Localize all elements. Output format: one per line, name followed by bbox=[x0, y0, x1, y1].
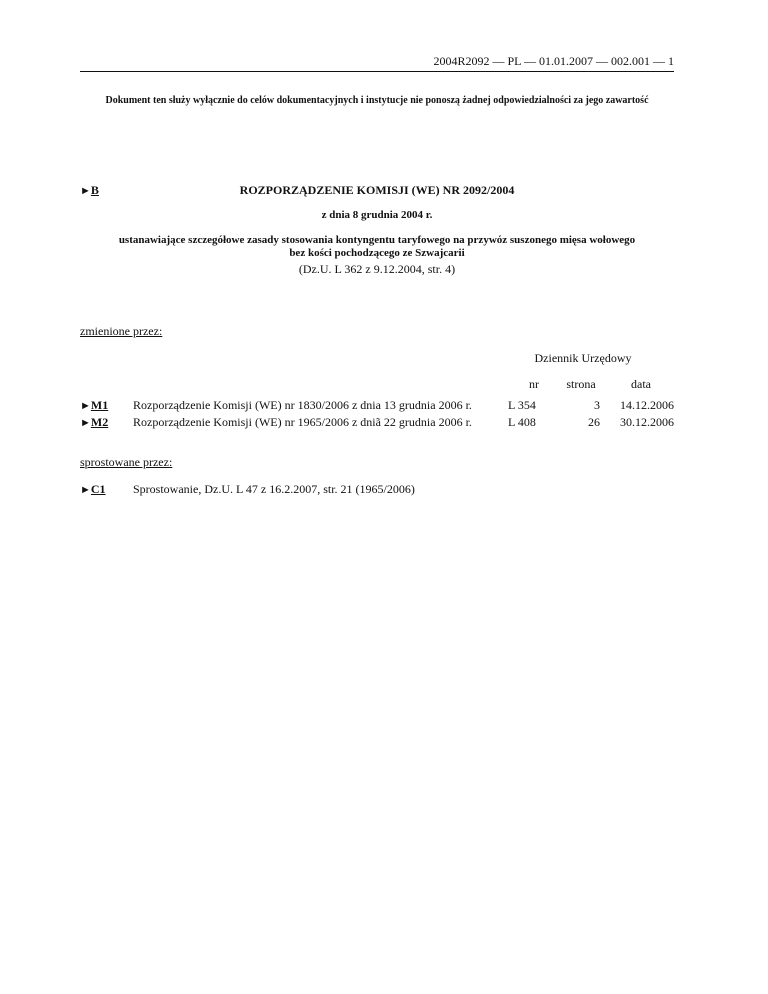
document-reference: (Dz.U. L 362 z 9.12.2004, str. 4) bbox=[298, 262, 456, 276]
document-description: ustanawiające szczegółowe zasady stosowania kontyngentu taryfowego na przywóz suszonego mięsa wołowego bez kości pochodzącego ze Szwajcarii bbox=[118, 234, 636, 259]
journal-heading: Dziennik Urzędowy bbox=[534, 351, 632, 365]
amendment-nr: L 354 bbox=[508, 398, 536, 412]
column-header-date: data bbox=[631, 377, 651, 391]
amendment-row-m2 bbox=[0, 415, 768, 431]
amendment-code: M1 bbox=[90, 398, 109, 412]
amendment-marker-m1[interactable] bbox=[80, 398, 108, 413]
amendment-nr: L 408 bbox=[508, 415, 536, 429]
correction-marker-c1[interactable] bbox=[80, 482, 106, 497]
running-header: 2004R2092 — PL — 01.01.2007 — 002.001 — 1 bbox=[433, 54, 674, 68]
amendment-date: 14.12.2006 bbox=[620, 398, 674, 412]
correction-text: Sprostowanie, Dz.U. L 47 z 16.2.2007, str. 21 (1965/2006) bbox=[133, 482, 415, 496]
disclaimer: Dokument ten służy wyłącznie do celów dokumentacyjnych i instytucje nie ponoszą żadnej odpowiedzialności za jego zawartość bbox=[105, 95, 649, 106]
amendment-text: Rozporządzenie Komisji (WE) nr 1965/2006 z dniã 22 grudnia 2006 r. bbox=[133, 415, 472, 429]
marker-arrow-icon: ► bbox=[80, 400, 91, 412]
amendment-row-m1 bbox=[0, 398, 768, 414]
column-header-page: strona bbox=[566, 377, 596, 391]
base-act-code: B bbox=[90, 183, 99, 197]
column-header-nr: nr bbox=[529, 377, 539, 391]
amendment-date: 30.12.2006 bbox=[620, 415, 674, 429]
marker-arrow-icon: ► bbox=[80, 417, 91, 429]
correction-code: C1 bbox=[90, 482, 106, 496]
amendment-page: 26 bbox=[588, 415, 600, 429]
document-date-line: z dnia 8 grudnia 2004 r. bbox=[321, 209, 433, 221]
corrected-by-label: sprostowane przez: bbox=[80, 455, 173, 469]
amendment-code: M2 bbox=[90, 415, 109, 429]
correction-row-c1 bbox=[0, 482, 768, 498]
amended-by-label: zmienione przez: bbox=[80, 324, 163, 338]
amendment-text: Rozporządzenie Komisji (WE) nr 1830/2006 z dnia 13 grudnia 2006 r. bbox=[133, 398, 472, 412]
document-title: ROZPORZĄDZENIE KOMISJI (WE) NR 2092/2004 bbox=[239, 183, 515, 197]
marker-arrow-icon: ► bbox=[80, 185, 91, 197]
amendment-marker-m2[interactable] bbox=[80, 415, 108, 430]
marker-arrow-icon: ► bbox=[80, 484, 91, 496]
amendment-page: 3 bbox=[594, 398, 600, 412]
header-rule bbox=[80, 71, 674, 72]
